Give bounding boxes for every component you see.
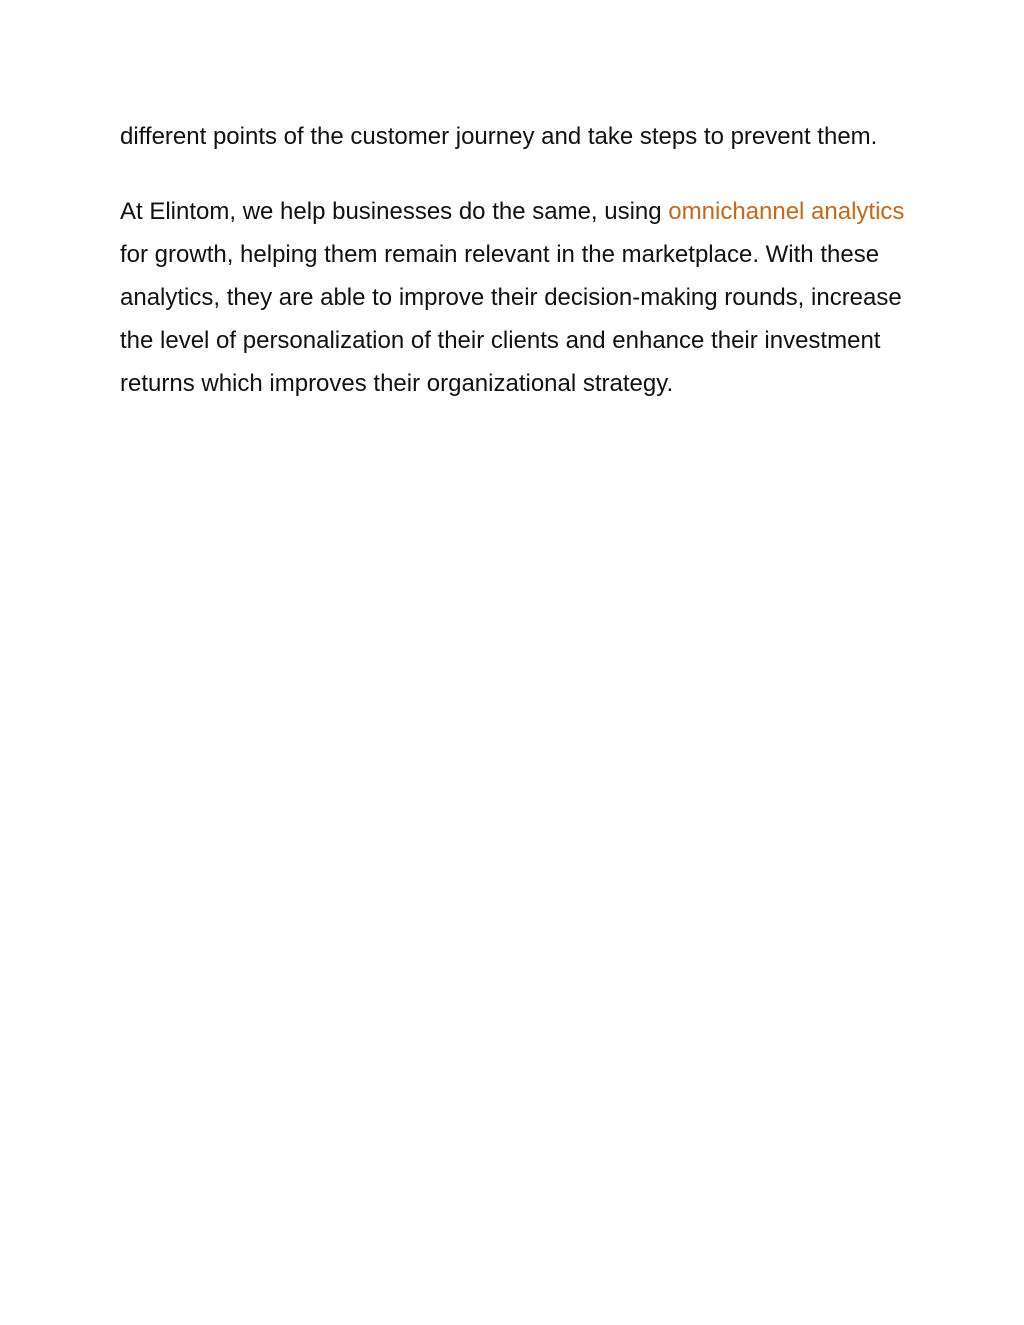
paragraph-2-text-before-link: At Elintom, we help businesses do the same, using	[120, 198, 669, 225]
omnichannel-analytics-link[interactable]: omnichannel analytics	[668, 198, 905, 225]
paragraph-1-text: different points of the customer journey and take steps to prevent them.	[120, 123, 878, 150]
paragraph-elintom-analytics	[120, 190, 910, 405]
paragraph-customer-journey	[120, 115, 910, 158]
document-body	[120, 115, 910, 405]
paragraph-2-text-after-link: for growth, helping them remain relevant in the marketplace. With these analytics, they are able to improve their decision-making rounds, increase the level of personalization of their clients and enhance their investment returns which improves their organizational strategy.	[120, 241, 902, 397]
